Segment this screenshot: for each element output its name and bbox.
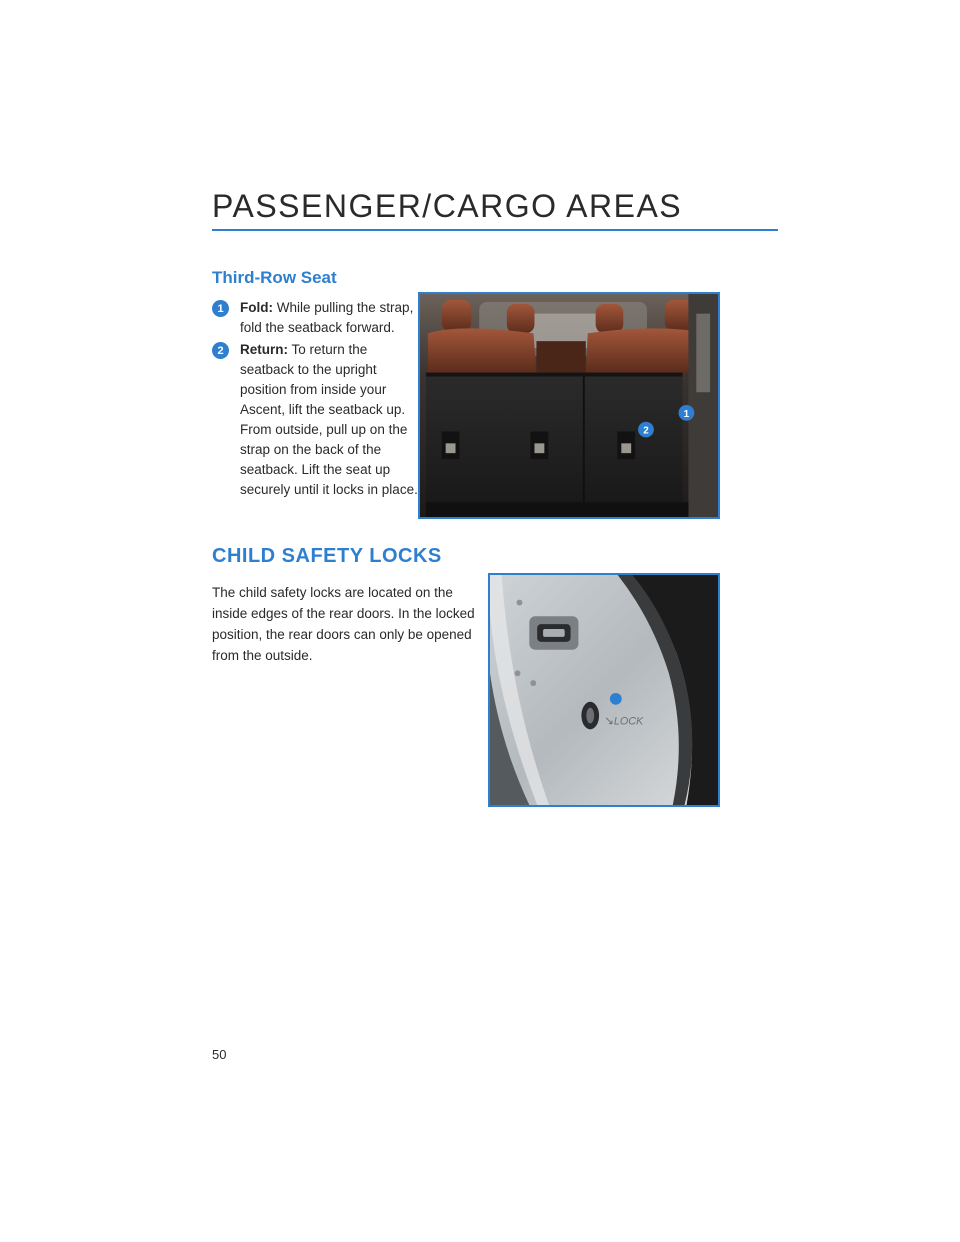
lock-arrow-icon: ↘ (604, 713, 614, 728)
step-description: To return the seatback to the upright position from inside your Ascent, lift the seatback up. From outside, pull up on the strap on the back of the seatback. Lift the seat up securely until it locks in place. (240, 342, 418, 497)
step-text (240, 298, 420, 338)
step-return (212, 340, 418, 500)
step-fold (212, 298, 412, 342)
photo-callout-2-label: 2 (643, 425, 649, 437)
child-safety-heading: CHILD SAFETY LOCKS (212, 545, 442, 567)
step-label: Return: (240, 342, 288, 357)
child-safety-body: The child safety locks are located on the inside edges of the rear doors. In the locked position, the rear doors can only be opened from the outside. (212, 585, 475, 663)
page-number: 50 (212, 1047, 227, 1062)
step-text (240, 340, 420, 500)
step-number-badge: 2 (212, 342, 229, 359)
step-label: Fold: (240, 300, 273, 315)
third-row-seat-photo (418, 292, 720, 519)
lock-callout-dot (610, 693, 622, 705)
third-row-heading: Third-Row Seat (212, 268, 337, 287)
header-rule (212, 229, 778, 231)
photo-callout-1-label: 1 (683, 408, 690, 420)
page-header-title: PASSENGER/CARGO AREAS (212, 188, 683, 224)
child-lock-photo (488, 573, 720, 807)
lock-label: LOCK (613, 715, 644, 728)
step-description: While pulling the strap, fold the seatback forward. (240, 300, 414, 335)
step-number-badge: 1 (212, 300, 229, 317)
